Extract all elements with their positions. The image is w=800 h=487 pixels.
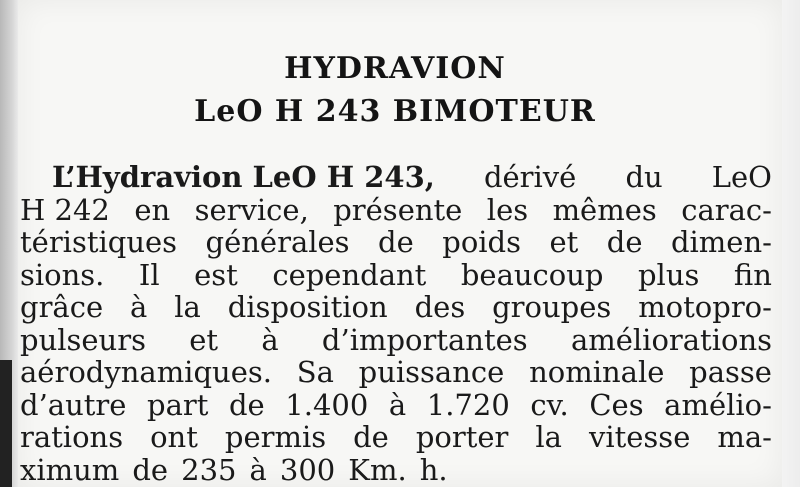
text-line-7 — [20, 356, 772, 389]
scan-dark-mark — [0, 360, 12, 487]
word: et — [189, 322, 219, 357]
word: porter — [415, 420, 509, 454]
word: des — [414, 290, 466, 324]
word: la — [174, 290, 201, 324]
word: rations — [20, 420, 124, 454]
word: de — [378, 225, 414, 259]
word: de — [228, 387, 265, 422]
word: aérodynamiques. — [20, 355, 272, 389]
article-body — [20, 161, 772, 486]
word: d’autre — [20, 387, 127, 422]
word: téristiques — [20, 225, 178, 259]
word: à — [261, 322, 279, 357]
word: générales — [205, 225, 350, 259]
word: grâce — [20, 290, 104, 324]
word: du — [625, 160, 663, 194]
word: et — [549, 225, 579, 259]
word: nominale — [529, 355, 665, 389]
word: groupes — [492, 290, 612, 324]
word: passe — [689, 355, 772, 389]
word: mêmes — [552, 192, 657, 227]
word: LeO — [711, 160, 772, 194]
word: à — [130, 290, 148, 324]
word: ont — [150, 420, 198, 454]
word: cependant — [272, 257, 427, 292]
text-line-3 — [20, 226, 772, 259]
word: sions. — [20, 257, 105, 292]
word: part — [147, 387, 209, 422]
word: ximum — [20, 452, 120, 487]
word: en — [134, 192, 171, 227]
word: améliorations — [570, 322, 772, 357]
word: présente — [333, 192, 463, 227]
word: pulseurs — [20, 322, 146, 357]
word: Ces — [589, 387, 644, 422]
word: 1.400 — [285, 387, 369, 422]
word: carac- — [681, 192, 772, 227]
word: Il — [138, 257, 160, 292]
word: h. — [419, 452, 448, 487]
word: motopro- — [638, 290, 772, 324]
text-line-1 — [20, 161, 772, 194]
word: de — [606, 225, 643, 259]
word: amélio- — [664, 387, 772, 422]
text-line-10 — [20, 454, 772, 487]
text-line-9 — [20, 421, 772, 454]
intro-bold-text: L’Hydravion LeO H 243, — [52, 160, 435, 194]
word: Sa — [296, 355, 334, 389]
word: dimen- — [670, 225, 772, 259]
word: fin — [733, 257, 772, 292]
word: de — [353, 420, 389, 454]
word: d’importantes — [321, 322, 528, 357]
document-subtitle: LeO H 243 BIMOTEUR — [194, 94, 596, 129]
word: 300 — [279, 452, 336, 487]
word: 1.720 — [426, 387, 510, 422]
word: plus — [637, 257, 700, 292]
word: puissance — [358, 355, 505, 389]
word: beaucoup — [460, 257, 604, 292]
word: à — [249, 452, 267, 487]
word: vitesse — [588, 420, 691, 454]
word: les — [486, 192, 529, 227]
word: de — [132, 452, 169, 487]
text-line-2 — [20, 194, 772, 227]
word: est — [194, 257, 238, 292]
word: H 242 — [20, 192, 110, 227]
word: Km. — [348, 452, 407, 487]
word: cv. — [530, 387, 569, 422]
word: disposition — [227, 290, 388, 324]
word: service, — [194, 192, 309, 227]
word: à — [388, 387, 407, 422]
text-line-5 — [20, 291, 772, 324]
word: ma- — [717, 420, 772, 454]
document-title: HYDRAVION — [284, 51, 506, 86]
word: 235 — [181, 452, 237, 487]
word: la — [535, 420, 562, 454]
word: dérivé — [483, 160, 577, 194]
text-line-6 — [20, 324, 772, 357]
word: permis — [224, 420, 327, 454]
text-line-8 — [20, 389, 772, 422]
text-line-4 — [20, 259, 772, 292]
word: poids — [442, 225, 521, 259]
